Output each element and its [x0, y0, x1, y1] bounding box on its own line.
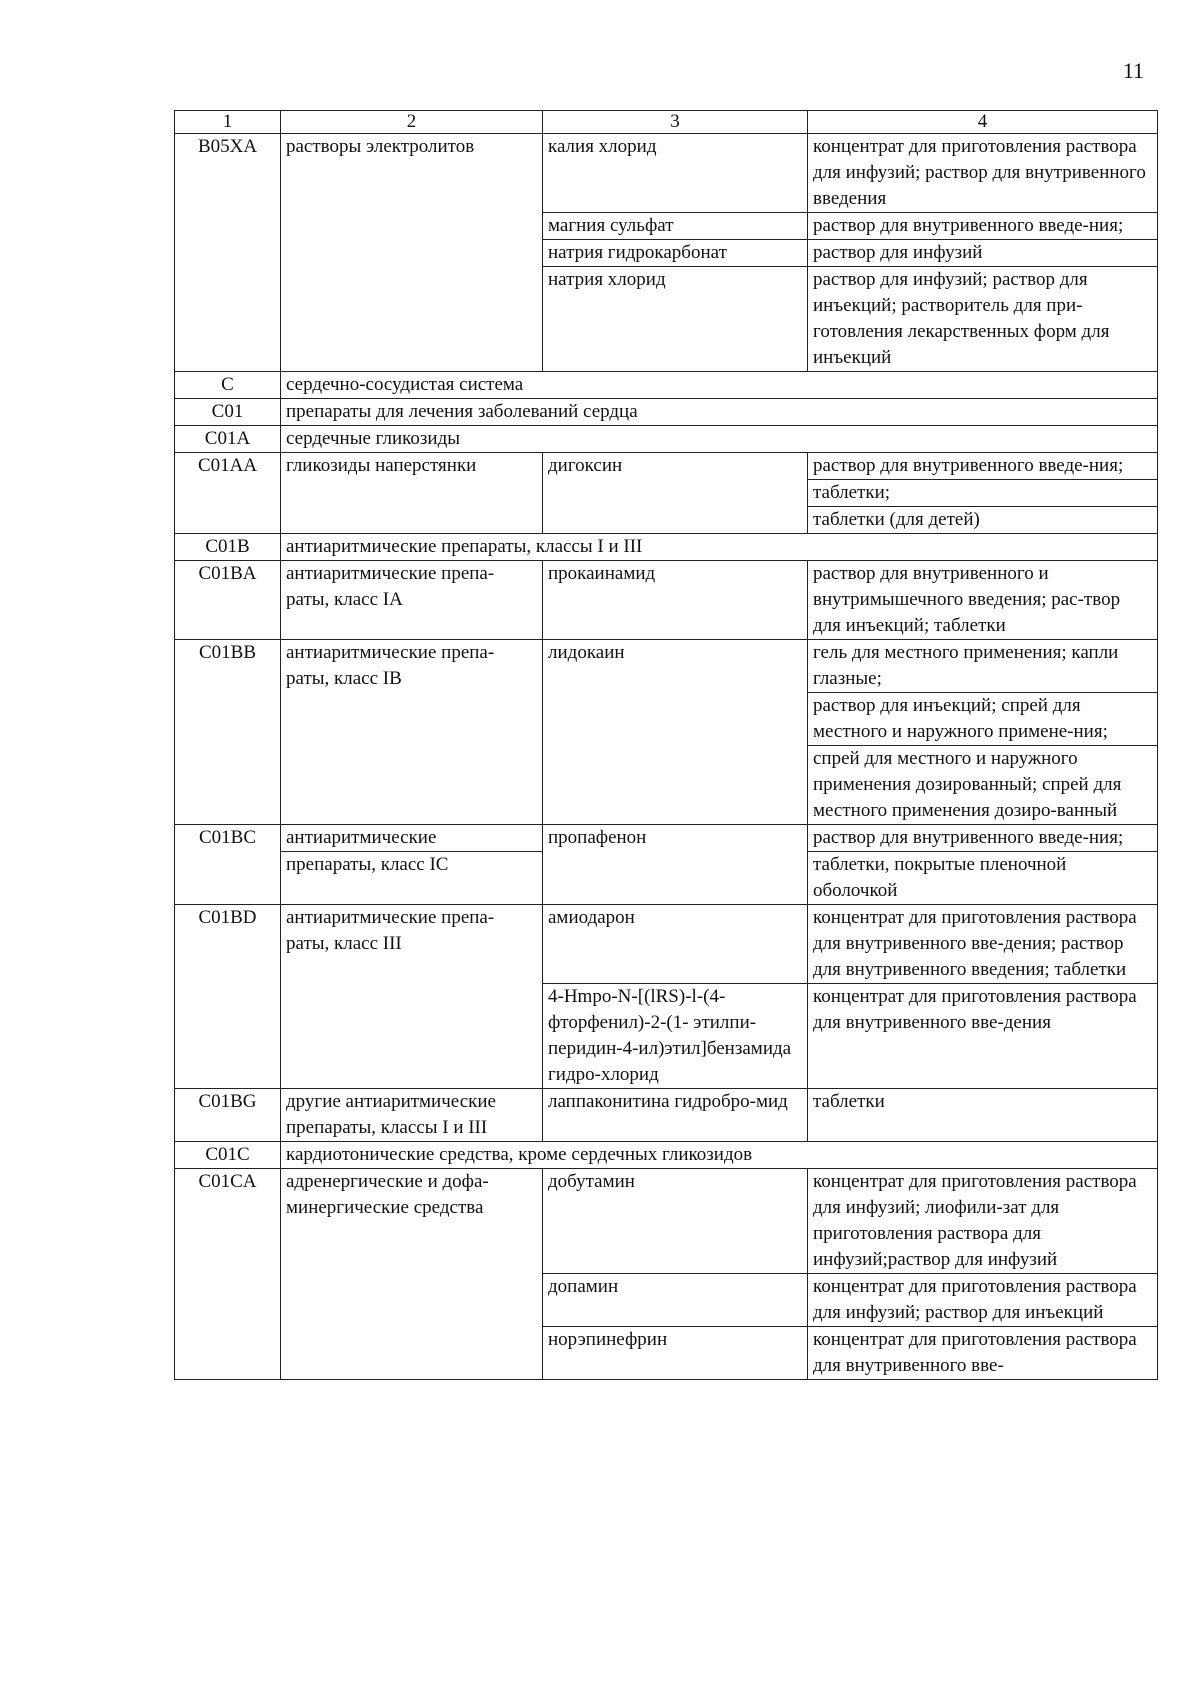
group-cell: антиаритмические препа-раты, класс IB	[281, 640, 543, 825]
substance-cell: дигоксин	[543, 453, 808, 534]
section-row	[175, 426, 1158, 453]
form-cell: таблетки;	[808, 480, 1158, 507]
substance-cell: прокаинамид	[543, 561, 808, 640]
table-row	[175, 640, 1158, 693]
table-row	[175, 905, 1158, 984]
form-cell: раствор для внутривенного введе-ния;	[808, 453, 1158, 480]
form-cell: таблетки (для детей)	[808, 507, 1158, 534]
header-cell: 4	[808, 111, 1158, 134]
group-cell: адренергические и дофа-минергические средства	[281, 1169, 543, 1380]
section-title: сердечные гликозиды	[281, 426, 1158, 453]
form-cell: концентрат для приготовления раствора для внутривенного вве-дения; раствор для внутривенного введения; таблетки	[808, 905, 1158, 984]
header-cell: 2	[281, 111, 543, 134]
table-row	[175, 561, 1158, 640]
header-cell: 3	[543, 111, 808, 134]
form-cell: таблетки	[808, 1089, 1158, 1142]
substance-cell: натрия гидрокарбонат	[543, 240, 808, 267]
section-row	[175, 534, 1158, 561]
form-cell: концентрат для приготовления раствора для инфузий; раствор для инъекций	[808, 1274, 1158, 1327]
substance-cell: амиодарон	[543, 905, 808, 984]
code-cell: C01	[175, 399, 281, 426]
form-cell: гель для местного применения; капли глазные;	[808, 640, 1158, 693]
substance-cell: лаппаконитина гидробро-мид	[543, 1089, 808, 1142]
group-cell: другие антиаритмические препараты, классы I и III	[281, 1089, 543, 1142]
form-cell: раствор для инфузий; раствор для инъекций; растворитель для при-готовления лекарственных форм для инъекций	[808, 267, 1158, 372]
code-cell: C01BD	[175, 905, 281, 1089]
substance-cell: допамин	[543, 1274, 808, 1327]
table-header-row	[175, 111, 1158, 134]
form-cell: раствор для внутривенного введе-ния;	[808, 213, 1158, 240]
substance-cell: магния сульфат	[543, 213, 808, 240]
section-row	[175, 1142, 1158, 1169]
code-cell: C01BG	[175, 1089, 281, 1142]
substance-cell: норэпинефрин	[543, 1327, 808, 1380]
form-cell: концентрат для приготовления раствора для внутривенного вве-	[808, 1327, 1158, 1380]
code-cell: C	[175, 372, 281, 399]
group-cell: антиаритмические	[281, 825, 543, 852]
form-cell: раствор для инфузий	[808, 240, 1158, 267]
section-title: препараты для лечения заболеваний сердца	[281, 399, 1158, 426]
substance-cell: пропафенон	[543, 825, 808, 905]
group-cell: растворы электролитов	[281, 134, 543, 372]
section-row	[175, 399, 1158, 426]
form-cell: концентрат для приготовления раствора для инфузий; лиофили-зат для приготовления раствора для инфузий;раствор для инфузий	[808, 1169, 1158, 1274]
section-title: сердечно-сосудистая система	[281, 372, 1158, 399]
code-cell: C01C	[175, 1142, 281, 1169]
code-cell: C01BB	[175, 640, 281, 825]
section-row	[175, 372, 1158, 399]
code-cell: C01AA	[175, 453, 281, 534]
substance-cell: добутамин	[543, 1169, 808, 1274]
table-row	[175, 134, 1158, 213]
code-cell: C01B	[175, 534, 281, 561]
form-cell: концентрат для приготовления раствора для инфузий; раствор для внутривенного введения	[808, 134, 1158, 213]
table-row	[175, 825, 1158, 852]
substance-cell: натрия хлорид	[543, 267, 808, 372]
page-number: 11	[1122, 58, 1144, 83]
table-row	[175, 1089, 1158, 1142]
drug-table	[174, 110, 1158, 1380]
table-row	[175, 453, 1158, 480]
form-cell: раствор для внутривенного и внутримышечного введения; рас-твор для инъекций; таблетки	[808, 561, 1158, 640]
group-cell: антиаритмические препа-раты, класс IA	[281, 561, 543, 640]
substance-cell: калия хлорид	[543, 134, 808, 213]
substance-cell: 4-Hmpo-N-[(lRS)-l-(4-фторфенил)-2-(1- этилпи-перидин-4-ил)этил]бензамида гидро-хлорид	[543, 984, 808, 1089]
header-cell: 1	[175, 111, 281, 134]
table-row	[175, 1169, 1158, 1274]
form-cell: раствор для внутривенного введе-ния;	[808, 825, 1158, 852]
code-cell: C01A	[175, 426, 281, 453]
code-cell: B05XA	[175, 134, 281, 372]
form-cell: концентрат для приготовления раствора для внутривенного вве-дения	[808, 984, 1158, 1089]
form-cell: раствор для инъекций; спрей для местного и наружного примене-ния;	[808, 693, 1158, 746]
code-cell: C01CA	[175, 1169, 281, 1380]
code-cell: C01BC	[175, 825, 281, 905]
group-cell: гликозиды наперстянки	[281, 453, 543, 534]
form-cell: спрей для местного и наружного применения дозированный; спрей для местного применения дозиро-ванный	[808, 746, 1158, 825]
substance-cell: лидокаин	[543, 640, 808, 825]
section-title: кардиотонические средства, кроме сердечных гликозидов	[281, 1142, 1158, 1169]
form-cell: таблетки, покрытые пленочной оболочкой	[808, 852, 1158, 905]
section-title: антиаритмические препараты, классы I и III	[281, 534, 1158, 561]
group-cell: препараты, класс IC	[281, 852, 543, 905]
code-cell: C01BA	[175, 561, 281, 640]
group-cell: антиаритмические препа-раты, класс III	[281, 905, 543, 1089]
